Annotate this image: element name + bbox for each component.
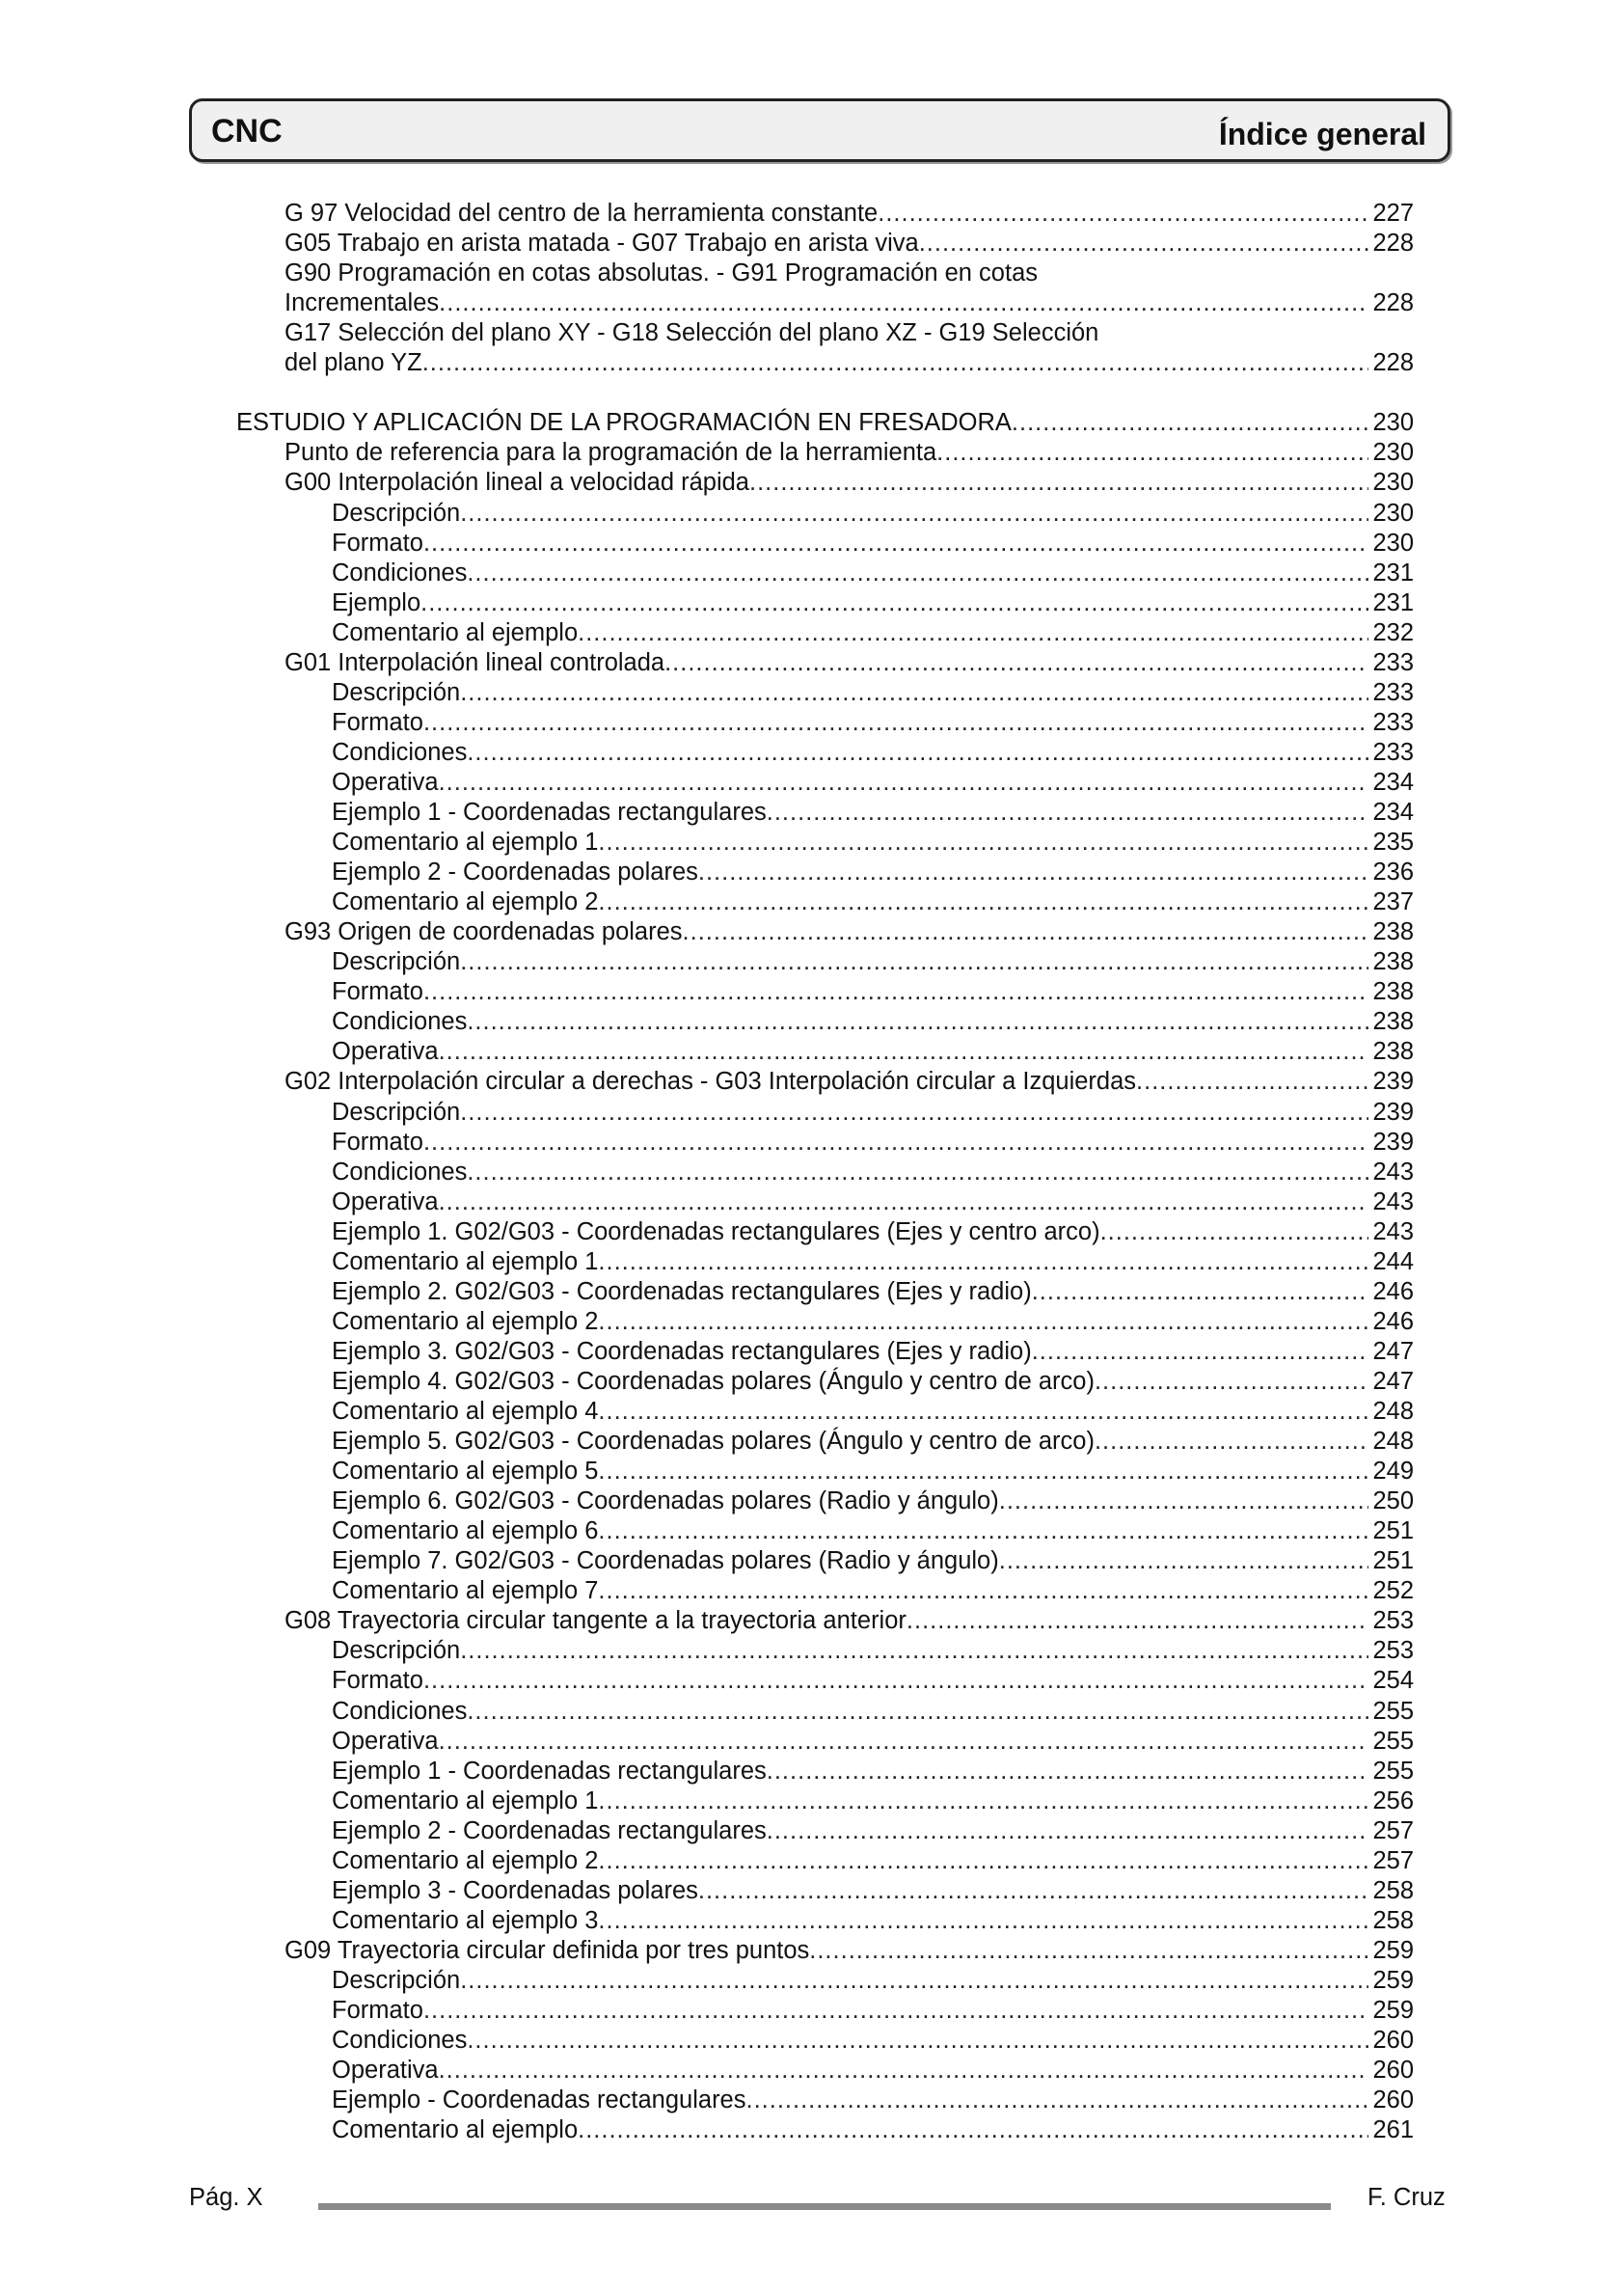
toc-entry[interactable]: [332, 1457, 1414, 1486]
toc-dot-leader: [999, 1486, 1369, 1516]
toc-dot-leader: [598, 1576, 1368, 1606]
toc-dot-leader: [467, 738, 1368, 768]
toc-entry-page: 238: [1372, 948, 1414, 976]
toc-entry-page: 239: [1372, 1098, 1414, 1126]
toc-dot-leader: [749, 468, 1368, 498]
toc-dot-leader: [422, 348, 1369, 378]
toc-dot-leader: [1095, 1427, 1369, 1457]
toc-entry-label: Ejemplo 2. G02/G03 - Coordenadas rectangulares (Ejes y radio): [332, 1277, 1032, 1305]
toc-entry-page: 231: [1372, 559, 1414, 586]
toc-entry[interactable]: [284, 199, 1414, 229]
toc-entry-page: 230: [1372, 499, 1414, 527]
footer-author: F. Cruz: [1367, 2184, 1446, 2211]
toc-entry-label: Operativa: [332, 1727, 439, 1755]
toc-entry[interactable]: [284, 229, 1414, 259]
toc-entry-label: Formato: [332, 1667, 423, 1695]
toc-entry-label: Formato: [332, 1997, 423, 2024]
toc-entry[interactable]: [236, 408, 1414, 438]
toc-dot-leader: [460, 1098, 1368, 1128]
toc-entry[interactable]: [284, 1067, 1414, 1097]
toc-entry[interactable]: [332, 1786, 1414, 1816]
toc-entry-label: G17 Selección del plano XY - G18 Selección del plano XZ - G19 Selección: [284, 319, 1099, 347]
toc-dot-leader: [1032, 1337, 1369, 1367]
toc-entry-label: Ejemplo 1 - Coordenadas rectangulares: [332, 799, 767, 826]
toc-entry-page: 234: [1372, 768, 1414, 796]
toc-entry-label: Ejemplo 6. G02/G03 - Coordenadas polares (Radio y ángulo): [332, 1487, 999, 1515]
toc-dot-leader: [578, 2115, 1368, 2145]
toc-entry-label: Formato: [332, 529, 423, 557]
toc-entry[interactable]: [332, 1876, 1414, 1906]
toc-entry-page: 233: [1372, 678, 1414, 706]
toc-entry[interactable]: [332, 1727, 1414, 1757]
toc-entry[interactable]: [332, 1816, 1414, 1846]
toc-dot-leader: [878, 199, 1368, 229]
toc-entry-page: 238: [1372, 1038, 1414, 1066]
toc-entry-page: 228: [1372, 289, 1414, 317]
toc-entry-page: 231: [1372, 588, 1414, 616]
toc-entry-label: Ejemplo 2 - Coordenadas polares: [332, 859, 698, 886]
toc-entry-page: 243: [1372, 1187, 1414, 1215]
toc-entry-label: Comentario al ejemplo 2: [332, 1307, 599, 1335]
toc-entry[interactable]: [332, 2115, 1414, 2145]
toc-dot-leader: [467, 2026, 1368, 2056]
toc-entry-page: 259: [1372, 1936, 1414, 1964]
toc-entry[interactable]: [332, 1367, 1414, 1397]
toc-entry-label: ESTUDIO Y APLICACIÓN DE LA PROGRAMACIÓN EN FRESADORA: [236, 409, 1012, 437]
toc-entry-page: 252: [1372, 1577, 1414, 1605]
toc-entry[interactable]: [284, 917, 1414, 947]
toc-entry[interactable]: [332, 1277, 1414, 1307]
toc-entry-page: 253: [1372, 1607, 1414, 1635]
toc-entry-label: Comentario al ejemplo 4: [332, 1398, 599, 1425]
toc-entry-page: 238: [1372, 1008, 1414, 1036]
toc-entry-page: 230: [1372, 529, 1414, 557]
toc-entry[interactable]: [284, 259, 1414, 288]
toc-dot-leader: [423, 1666, 1369, 1696]
toc-entry-label: Condiciones: [332, 738, 468, 766]
toc-dot-leader: [439, 1037, 1369, 1067]
toc-entry[interactable]: [332, 1486, 1414, 1516]
toc-entry[interactable]: [332, 559, 1414, 588]
toc-entry-page: 246: [1372, 1307, 1414, 1335]
toc-entry-page: 239: [1372, 1068, 1414, 1096]
toc-entry[interactable]: [284, 438, 1414, 468]
toc-dot-leader: [1136, 1067, 1368, 1097]
toc-dot-leader: [439, 2056, 1369, 2086]
toc-entry-label: Operativa: [332, 2057, 439, 2085]
toc-entry-page: 233: [1372, 708, 1414, 736]
toc-entry-page: 243: [1372, 1217, 1414, 1245]
toc-entry-page: 233: [1372, 738, 1414, 766]
toc-dot-leader: [439, 1187, 1369, 1217]
toc-dot-leader: [598, 1247, 1368, 1277]
toc-entry-page: 234: [1372, 799, 1414, 826]
toc-entry-page: 255: [1372, 1757, 1414, 1785]
toc-dot-leader: [423, 1996, 1369, 2026]
footer-rule: [318, 2203, 1331, 2210]
toc-entry[interactable]: [332, 858, 1414, 887]
toc-entry[interactable]: [332, 2086, 1414, 2115]
toc-entry-page: 257: [1372, 1816, 1414, 1844]
toc-dot-leader: [1032, 1277, 1369, 1307]
toc-entry-label: Ejemplo 3. G02/G03 - Coordenadas rectangulares (Ejes y radio): [332, 1337, 1032, 1365]
toc-dot-leader: [683, 917, 1369, 947]
toc-entry[interactable]: [332, 1546, 1414, 1576]
toc-entry-page: 257: [1372, 1846, 1414, 1874]
toc-entry[interactable]: [332, 798, 1414, 828]
toc-entry[interactable]: [332, 499, 1414, 529]
toc-entry[interactable]: [332, 947, 1414, 977]
toc-entry[interactable]: [332, 2026, 1414, 2056]
toc-entry-page: 239: [1372, 1128, 1414, 1156]
toc-entry-page: 255: [1372, 1697, 1414, 1725]
toc-entry-page: 246: [1372, 1277, 1414, 1305]
toc-entry-label: Comentario al ejemplo 1: [332, 1247, 599, 1275]
toc-entry-page: 230: [1372, 439, 1414, 467]
toc-dot-leader: [423, 708, 1369, 738]
toc-entry-label: Descripción: [332, 948, 461, 976]
toc-entry-label: Ejemplo 7. G02/G03 - Coordenadas polares (Radio y ángulo): [332, 1547, 999, 1575]
toc-entry[interactable]: [332, 1128, 1414, 1158]
toc-entry[interactable]: [332, 708, 1414, 738]
toc-dot-leader: [423, 977, 1369, 1007]
toc-entry[interactable]: [332, 1187, 1414, 1217]
toc-dot-leader: [460, 1966, 1368, 1996]
toc-entry-label: Comentario al ejemplo 2: [332, 888, 599, 916]
toc-entry-page: 261: [1372, 2116, 1414, 2144]
toc-entry[interactable]: [332, 768, 1414, 798]
toc-entry-page: 244: [1372, 1247, 1414, 1275]
toc-entry-page: 260: [1372, 2027, 1414, 2055]
toc-dot-leader: [467, 1697, 1368, 1727]
toc-entry[interactable]: [332, 1337, 1414, 1367]
toc-entry[interactable]: [332, 1427, 1414, 1457]
toc-dot-leader: [698, 858, 1369, 887]
toc-entry[interactable]: [332, 1996, 1414, 2026]
toc-entry-page: 251: [1372, 1517, 1414, 1545]
toc-entry[interactable]: [332, 529, 1414, 559]
toc-entry[interactable]: [284, 1936, 1414, 1966]
toc-entry[interactable]: [332, 887, 1414, 917]
toc-entry-label: Descripción: [332, 678, 461, 706]
toc-entry-label: Descripción: [332, 1637, 461, 1665]
toc-entry[interactable]: [332, 1247, 1414, 1277]
toc-dot-leader: [767, 798, 1369, 828]
toc-entry-label: Comentario al ejemplo 1: [332, 1786, 599, 1814]
toc-dot-leader: [460, 1636, 1368, 1666]
toc-dot-leader: [999, 1546, 1369, 1576]
toc-entry-page: 243: [1372, 1158, 1414, 1186]
toc-entry[interactable]: [332, 1217, 1414, 1247]
toc-entry-label: G05 Trabajo en arista matada - G07 Trabajo en arista viva: [284, 230, 919, 258]
toc-entry-page: 260: [1372, 2086, 1414, 2114]
toc-entry-page: 248: [1372, 1428, 1414, 1456]
toc-entry[interactable]: [284, 348, 1414, 378]
toc-dot-leader: [467, 1158, 1368, 1187]
toc-entry-page: 228: [1372, 230, 1414, 258]
toc-dot-leader: [439, 768, 1369, 798]
toc-dot-leader: [467, 559, 1368, 588]
toc-entry-page: 258: [1372, 1876, 1414, 1904]
toc-entry-label: Condiciones: [332, 1697, 468, 1725]
toc-dot-leader: [467, 1007, 1368, 1037]
toc-entry-label: Comentario al ejemplo 3: [332, 1906, 599, 1934]
toc-entry-page: 233: [1372, 648, 1414, 676]
header-title-left: CNC: [211, 113, 283, 150]
toc-entry-label: G02 Interpolación circular a derechas - G03 Interpolación circular a Izquierdas: [284, 1068, 1137, 1096]
toc-entry-label: G00 Interpolación lineal a velocidad rápida: [284, 469, 749, 497]
toc-entry-page: 249: [1372, 1458, 1414, 1486]
toc-entry-label: Ejemplo 4. G02/G03 - Coordenadas polares (Ángulo y centro de arco): [332, 1367, 1095, 1395]
toc-entry-label: Ejemplo: [332, 588, 421, 616]
toc-dot-leader: [598, 887, 1368, 917]
toc-entry-label: G 97 Velocidad del centro de la herramienta constante: [284, 200, 879, 227]
toc-entry-page: 235: [1372, 829, 1414, 857]
toc-entry[interactable]: [284, 1606, 1414, 1636]
toc-entry[interactable]: [332, 977, 1414, 1007]
toc-dot-leader: [767, 1757, 1369, 1786]
toc-entry-page: 227: [1372, 200, 1414, 227]
toc-entry-label: Condiciones: [332, 1158, 468, 1186]
toc-dot-leader: [698, 1876, 1369, 1906]
toc-entry-page: 255: [1372, 1727, 1414, 1755]
toc-dot-leader: [936, 438, 1368, 468]
toc-entry[interactable]: [332, 1846, 1414, 1876]
toc-dot-leader: [460, 678, 1368, 708]
toc-entry-label: Operativa: [332, 768, 439, 796]
toc-dot-leader: [439, 288, 1368, 318]
toc-entry-label: Comentario al ejemplo 7: [332, 1577, 599, 1605]
footer-page-number: Pág. X: [189, 2184, 263, 2211]
toc-entry[interactable]: [332, 1307, 1414, 1337]
toc-entry-label: Incrementales: [284, 289, 440, 317]
toc-dot-leader: [460, 499, 1368, 529]
toc-entry-label: Ejemplo 1 - Coordenadas rectangulares: [332, 1757, 767, 1785]
toc-dot-leader: [420, 588, 1368, 618]
toc-entry[interactable]: [332, 1397, 1414, 1427]
toc-entry[interactable]: [332, 1007, 1414, 1037]
toc-entry-page: 238: [1372, 978, 1414, 1006]
toc-entry[interactable]: [332, 1158, 1414, 1187]
toc-dot-leader: [598, 1457, 1368, 1486]
toc-entry-label: Formato: [332, 1128, 423, 1156]
toc-entry-label: G09 Trayectoria circular definida por tres puntos: [284, 1936, 810, 1964]
toc-dot-leader: [919, 229, 1369, 259]
toc-entry-page: 258: [1372, 1906, 1414, 1934]
toc-entry-label: Ejemplo - Coordenadas rectangulares: [332, 2086, 746, 2114]
toc-entry-page: 254: [1372, 1667, 1414, 1695]
toc-entry-label: G93 Origen de coordenadas polares: [284, 918, 683, 946]
toc-entry-label: Formato: [332, 978, 423, 1006]
toc-entry-page: 248: [1372, 1398, 1414, 1425]
toc-entry-page: 250: [1372, 1487, 1414, 1515]
toc-entry-label: Operativa: [332, 1187, 439, 1215]
toc-entry-page: 247: [1372, 1337, 1414, 1365]
toc-dot-leader: [598, 1397, 1368, 1427]
toc-entry[interactable]: [332, 1636, 1414, 1666]
toc-entry-label: Descripción: [332, 1098, 461, 1126]
toc-entry[interactable]: [332, 1037, 1414, 1067]
toc-entry-label: Condiciones: [332, 559, 468, 586]
toc-dot-leader: [598, 828, 1368, 858]
toc-entry-page: 251: [1372, 1547, 1414, 1575]
toc-entry-label: Comentario al ejemplo: [332, 618, 579, 646]
toc-entry[interactable]: [332, 1697, 1414, 1727]
toc-entry-label: del plano YZ: [284, 349, 422, 377]
toc-dot-leader: [598, 1516, 1368, 1546]
toc-entry[interactable]: [284, 318, 1414, 348]
toc-entry-page: 259: [1372, 1997, 1414, 2024]
toc-entry-label: G01 Interpolación lineal controlada: [284, 648, 665, 676]
toc-entry-page: 230: [1372, 409, 1414, 437]
toc-entry-page: 237: [1372, 888, 1414, 916]
toc-entry-page: 260: [1372, 2057, 1414, 2085]
toc-entry[interactable]: [284, 648, 1414, 678]
toc-entry[interactable]: [332, 1666, 1414, 1696]
toc-dot-leader: [598, 1846, 1368, 1876]
toc-entry[interactable]: [332, 828, 1414, 858]
page-header: [189, 98, 1450, 162]
toc-entry-label: Comentario al ejemplo 2: [332, 1846, 599, 1874]
toc-dot-leader: [598, 1307, 1368, 1337]
toc-entry[interactable]: [332, 618, 1414, 648]
toc-entry-label: G90 Programación en cotas absolutas. - G91 Programación en cotas: [284, 259, 1038, 287]
toc-dot-leader: [809, 1936, 1368, 1966]
toc-entry-label: Comentario al ejemplo 1: [332, 829, 599, 857]
toc-dot-leader: [1100, 1217, 1369, 1247]
toc-entry-page: 247: [1372, 1367, 1414, 1395]
toc-dot-leader: [598, 1786, 1368, 1816]
toc-entry[interactable]: [284, 468, 1414, 498]
toc-dot-leader: [423, 1128, 1369, 1158]
toc-entry-label: Ejemplo 1. G02/G03 - Coordenadas rectangulares (Ejes y centro arco): [332, 1217, 1100, 1245]
toc-entry-page: 256: [1372, 1786, 1414, 1814]
toc-entry-label: G08 Trayectoria circular tangente a la trayectoria anterior: [284, 1607, 907, 1635]
toc-dot-leader: [664, 648, 1368, 678]
toc-entry-label: Ejemplo 3 - Coordenadas polares: [332, 1876, 698, 1904]
toc-entry[interactable]: [332, 588, 1414, 618]
toc-entry-label: Operativa: [332, 1038, 439, 1066]
toc-entry[interactable]: [332, 1516, 1414, 1546]
header-title-right: Índice general: [1218, 117, 1426, 151]
toc-entry-label: Descripción: [332, 499, 461, 527]
toc-dot-leader: [1095, 1367, 1369, 1397]
toc-entry[interactable]: [332, 1906, 1414, 1936]
toc-dot-leader: [746, 2086, 1369, 2115]
toc-entry-page: 236: [1372, 859, 1414, 886]
toc-entry-label: Punto de referencia para la programación de la herramienta: [284, 439, 937, 467]
toc-dot-leader: [439, 1727, 1369, 1757]
toc-entry-label: Comentario al ejemplo: [332, 2116, 579, 2144]
toc-entry-label: Comentario al ejemplo 5: [332, 1458, 599, 1486]
toc-entry[interactable]: [332, 1966, 1414, 1996]
toc-dot-leader: [423, 529, 1369, 559]
toc-entry-label: Ejemplo 5. G02/G03 - Coordenadas polares (Ángulo y centro de arco): [332, 1428, 1095, 1456]
toc-entry-label: Ejemplo 2 - Coordenadas rectangulares: [332, 1816, 767, 1844]
toc-dot-leader: [460, 947, 1368, 977]
toc-entry-page: 232: [1372, 618, 1414, 646]
toc-entry-label: Formato: [332, 708, 423, 736]
toc-entry-label: Condiciones: [332, 1008, 468, 1036]
toc-entry[interactable]: [332, 1757, 1414, 1786]
toc-entry[interactable]: [332, 738, 1414, 768]
toc-dot-leader: [907, 1606, 1369, 1636]
toc-entry[interactable]: [332, 2056, 1414, 2086]
toc-entry-page: 253: [1372, 1637, 1414, 1665]
toc-entry[interactable]: [332, 1576, 1414, 1606]
toc-entry-label: Descripción: [332, 1966, 461, 1994]
toc-dot-leader: [578, 618, 1368, 648]
toc-dot-leader: [1012, 408, 1369, 438]
toc-entry-page: 238: [1372, 918, 1414, 946]
toc-dot-leader: [767, 1816, 1369, 1846]
toc-dot-leader: [598, 1906, 1368, 1936]
toc-entry-page: 259: [1372, 1966, 1414, 1994]
toc-entry-label: Condiciones: [332, 2027, 468, 2055]
toc-entry-page: 228: [1372, 349, 1414, 377]
toc-entry[interactable]: [332, 678, 1414, 708]
toc-entry[interactable]: [332, 1098, 1414, 1128]
toc-entry-page: 230: [1372, 469, 1414, 497]
toc-entry[interactable]: [284, 288, 1414, 318]
toc-entry-label: Comentario al ejemplo 6: [332, 1517, 599, 1545]
